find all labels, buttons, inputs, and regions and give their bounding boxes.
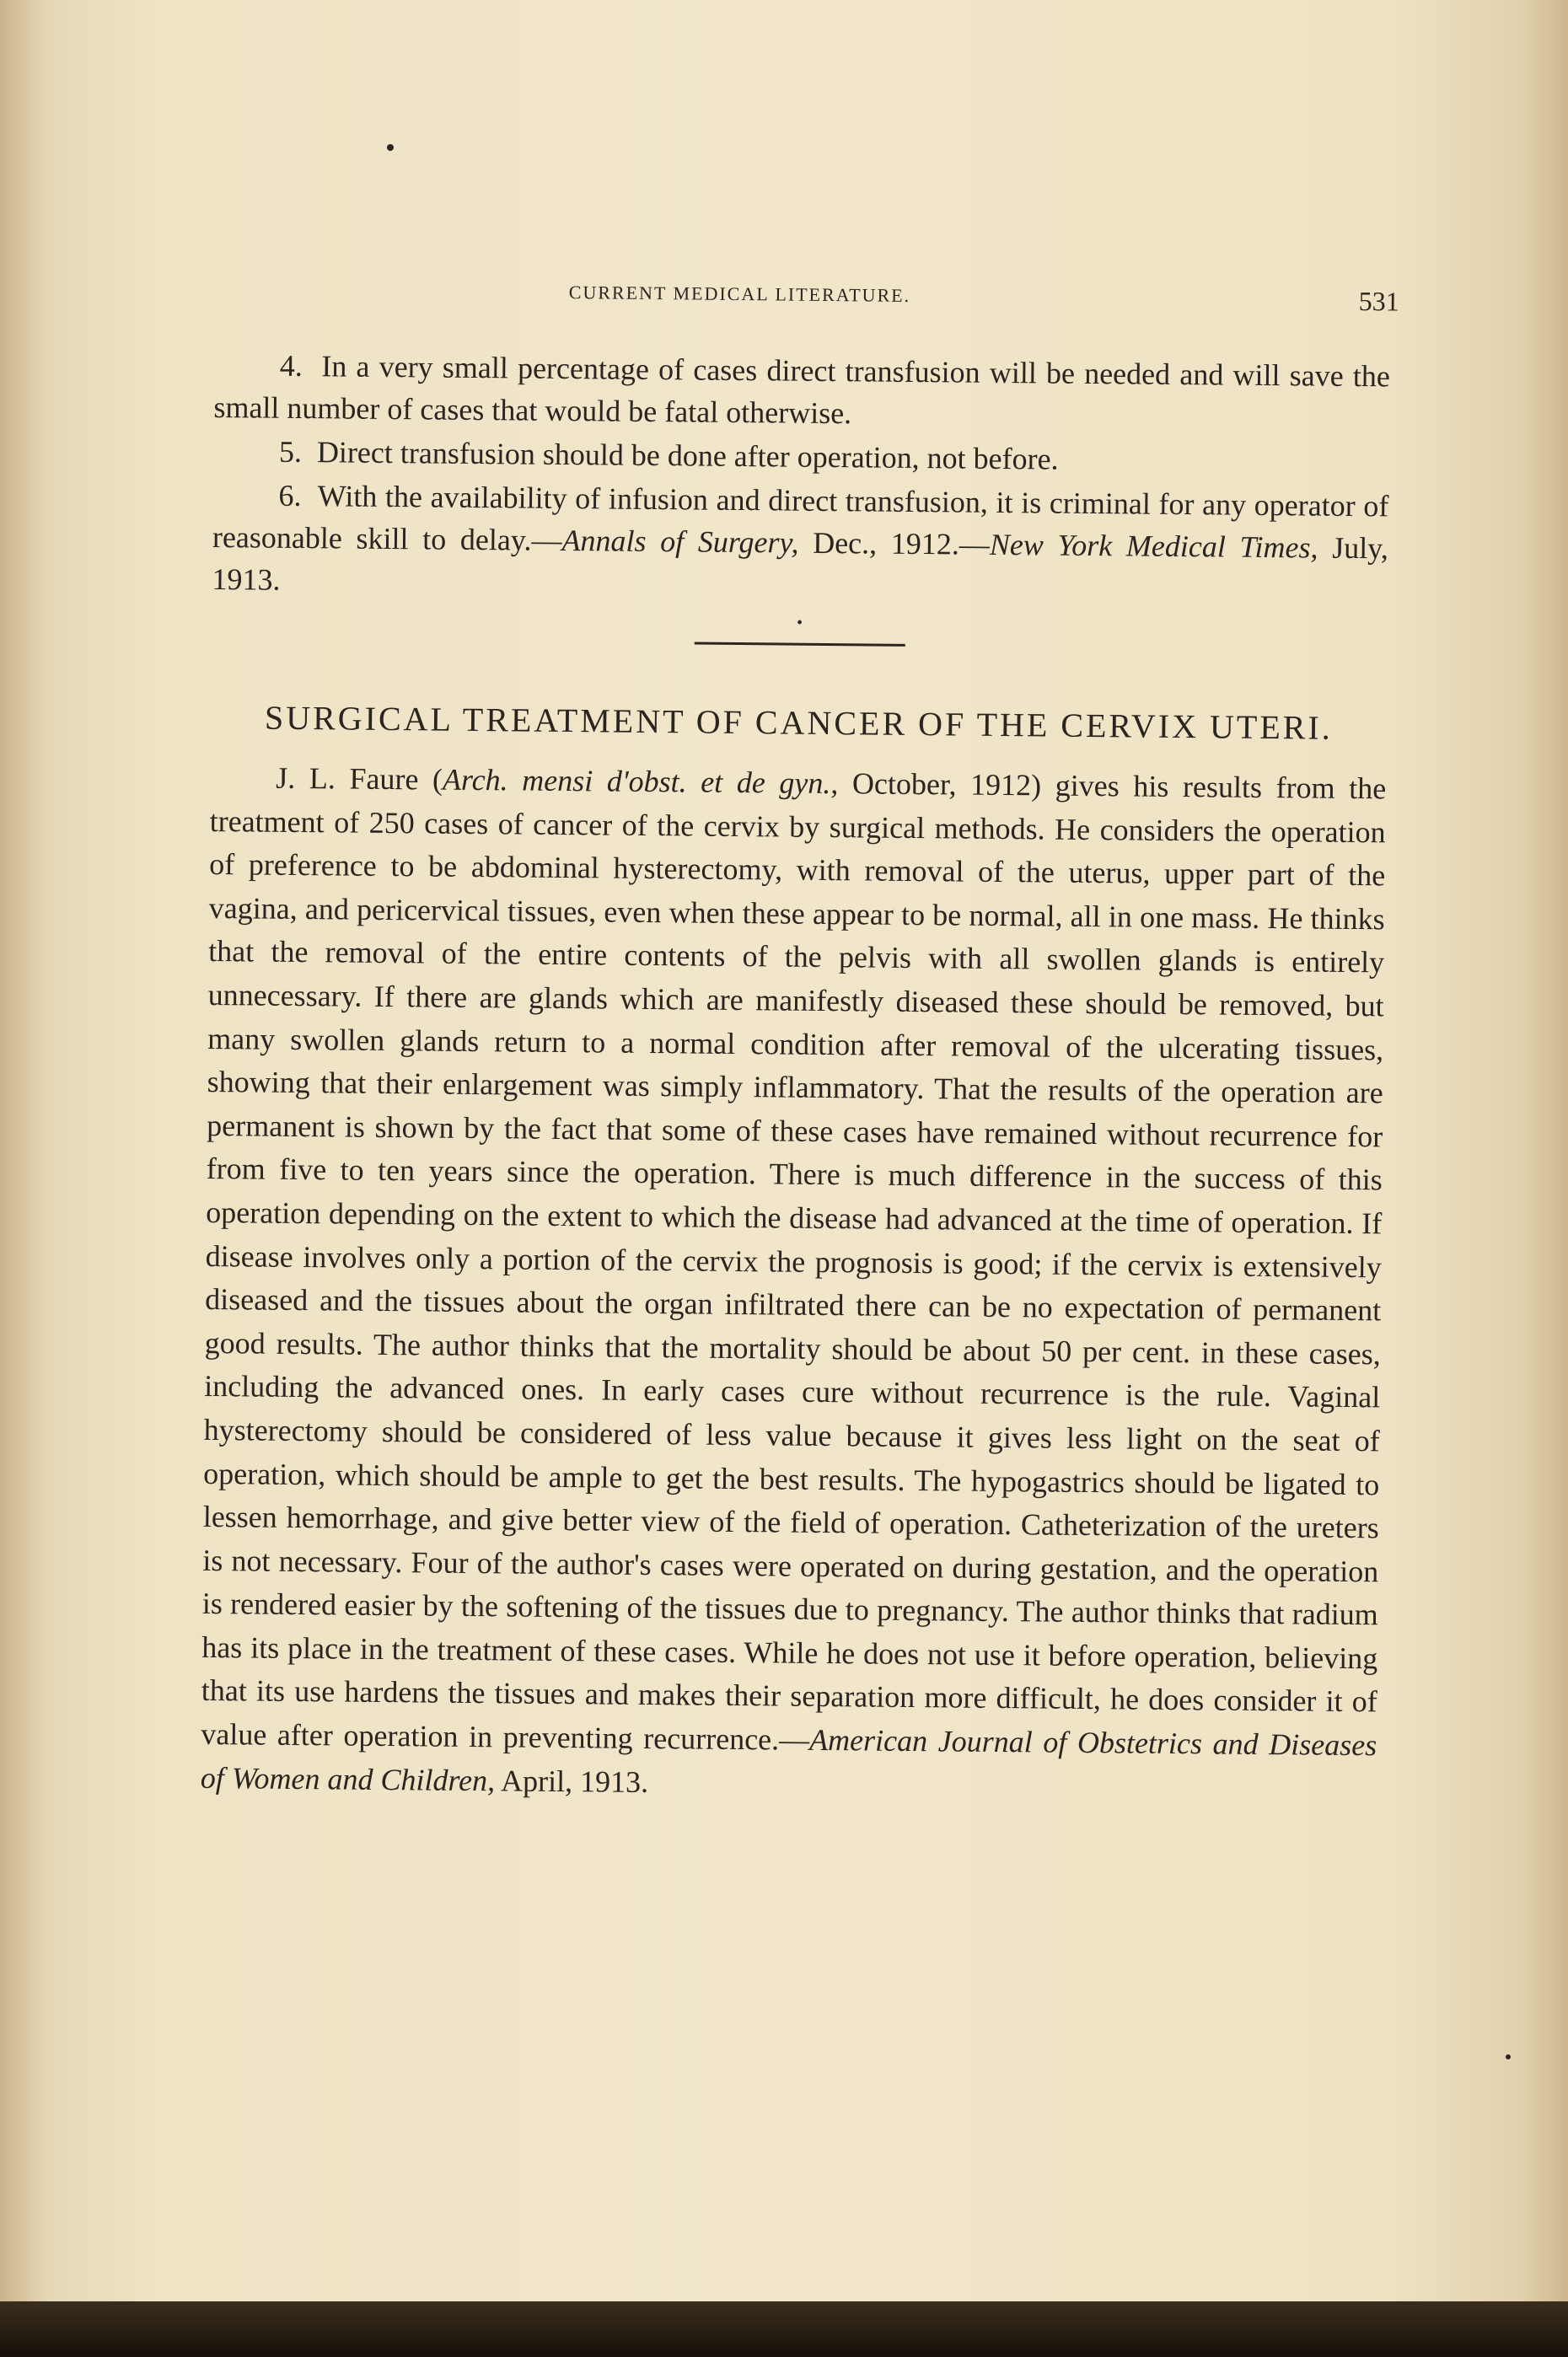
ornament-dot: • bbox=[796, 613, 803, 632]
citation-date: July, 1913. bbox=[212, 530, 1389, 597]
article-heading: SURGICAL TREATMENT OF CANCER OF THE CERVIX UTERI. bbox=[264, 698, 1333, 747]
page-content bbox=[200, 270, 1399, 1812]
item-text: In a very small percentage of cases direct transfusion will be needed and will save the small number of cases that would be fatal otherwise. bbox=[213, 349, 1391, 431]
citation-date: Dec., 1912.— bbox=[798, 525, 991, 561]
source-citation: New York Medical Times, bbox=[989, 527, 1318, 565]
ink-speck bbox=[387, 144, 394, 151]
item-number: 4. bbox=[279, 348, 303, 384]
item-text: With the availability of infusion and direct transfusion, it is criminal for any operator of reasonable skill to delay.— bbox=[212, 479, 1389, 557]
running-title: CURRENT MEDICAL LITERATURE. bbox=[568, 282, 911, 306]
journal-reference: Arch. mensi d'obst. et de gyn., bbox=[442, 762, 839, 801]
article-text: October, 1912) gives his results from the treatment of 250 cases of cancer of the cervix by surgical methods. He considers the operation of preference to be abdominal hysterectomy, with removal of the uterus, upper part of the vagina, and pericervical tissues, even when these appear to be normal, all in one mass. He thinks that the removal of the entire contents of the pelvis with all swollen glands is entirely unnecessary. If there are glands which are manifestly diseased these should be removed, but many swollen glands return to a normal condition after removal of the ulcerating tissues, showing that their enlargement was simply inflammatory. That the results of the operation are permanent is shown by the fact that some of these cases have remained without recurrence for from five to ten years since the operation. There is much difference in the success of this operation depending on the extent to which the disease had advanced at the time of operation. If disease involves only a portion of the cervix the prognosis is good; if the cervix is extensively diseased and the tissues about the organ infiltrated there can be no expectation of permanent good results. The author thinks that the mortality should be about 50 per cent. in these cases, including the advanced ones. In early cases cure without recurrence is the rule. Vaginal hysterectomy should be considered of less value because it gives less light on the seat of operation, which should be ample to get the best results. The hypogastrics should be ligated to lessen hemorrhage, and give better view of the field of operation. Catheterization of the ureters is not necessary. Four of the author's cases were operated on during gestation, and the operation is rendered easier by the softening of the tissues due to pregnancy. The author thinks that radium has its place in the treatment of these cases. While he does not use it before operation, believing that its use hardens the tissues and makes their separation more difficult, he does consider it of value after operation in preventing recurrence.— bbox=[201, 766, 1387, 1757]
running-head bbox=[215, 270, 1399, 321]
item-number: 6. bbox=[278, 478, 302, 513]
item-text: Direct transfusion should be done after operation, not before. bbox=[316, 435, 1059, 476]
ink-speck bbox=[1506, 2054, 1511, 2059]
list-item bbox=[212, 474, 1388, 611]
article-author: J. L. Faure ( bbox=[276, 760, 443, 797]
citation-journal: American Journal of Obstetrics and Diseases of Women and Children, bbox=[200, 1722, 1377, 1797]
citation-date: April, 1913. bbox=[494, 1763, 649, 1799]
page-bottom-edge bbox=[0, 2301, 1568, 2357]
page-number: 531 bbox=[1358, 286, 1399, 317]
article-body bbox=[201, 756, 1387, 1812]
article bbox=[201, 694, 1388, 1812]
item-number: 5. bbox=[278, 434, 303, 469]
list-item bbox=[213, 344, 1390, 439]
section-divider bbox=[694, 642, 905, 646]
journal-citation: Annals of Surgery, bbox=[561, 523, 799, 560]
